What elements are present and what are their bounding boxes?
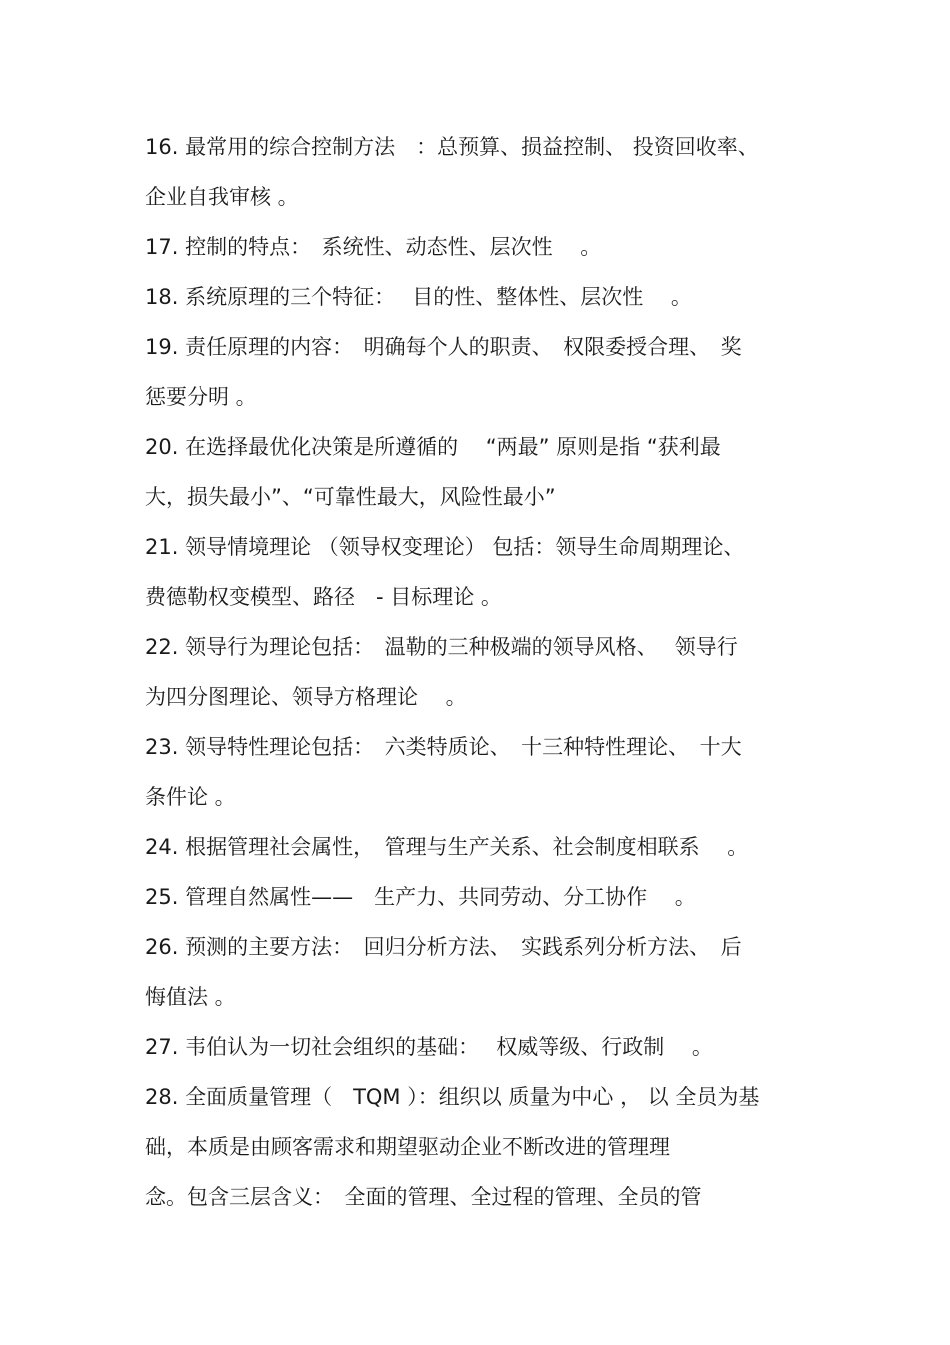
text-line: 大，损失最小”、“可靠性最大，风险性最小” — [145, 485, 556, 509]
document-body — [145, 122, 810, 1222]
text-line: 18. 系统原理的三个特征： 目的性、整体性、层次性 。 — [145, 285, 692, 309]
text-line: 17. 控制的特点： 系统性、动态性、层次性 。 — [145, 235, 602, 259]
text-line: 25. 管理自然属性—— 生产力、共同劳动、分工协作 。 — [145, 885, 696, 909]
text-line: 念。包含三层含义： 全面的管理、全过程的管理、全员的管 — [145, 1185, 702, 1209]
text-line: 21. 领导情境理论 （领导权变理论） 包括：领导生命周期理论、 — [145, 535, 745, 559]
text-line: 为四分图理论、领导方格理论 。 — [145, 685, 467, 709]
text-line: 22. 领导行为理论包括： 温勒的三种极端的领导风格、 领导行 — [145, 635, 738, 659]
text-line: 费德勒权变模型、路径 - 目标理论 。 — [145, 585, 502, 609]
text-line: 条件论 。 — [145, 785, 236, 809]
text-line: 20. 在选择最优化决策是所遵循的 “两最” 原则是指 “获利最 — [145, 435, 721, 459]
text-line: 悔值法 。 — [145, 985, 236, 1009]
text-line: 26. 预测的主要方法： 回归分析方法、 实践系列分析方法、 后 — [145, 935, 742, 959]
text-line: 27. 韦伯认为一切社会组织的基础： 权威等级、行政制 。 — [145, 1035, 713, 1059]
text-line: 惩要分明 。 — [145, 385, 257, 409]
text-line: 础，本质是由顾客需求和期望驱动企业不断改进的管理理 — [145, 1135, 670, 1159]
text-line: 23. 领导特性理论包括： 六类特质论、 十三种特性理论、 十大 — [145, 735, 742, 759]
text-line: 24. 根据管理社会属性， 管理与生产关系、社会制度相联系 。 — [145, 835, 749, 859]
text-line: 16. 最常用的综合控制方法 ：总预算、损益控制、 投资回收率、 — [145, 135, 759, 159]
text-line: 19. 责任原理的内容： 明确每个人的职责、 权限委授合理、 奖 — [145, 335, 742, 359]
text-line: 28. 全面质量管理（ TQM ）：组织以 质量为中心 ， 以 全员为基 — [145, 1085, 760, 1109]
text-line: 企业自我审核 。 — [145, 185, 299, 209]
